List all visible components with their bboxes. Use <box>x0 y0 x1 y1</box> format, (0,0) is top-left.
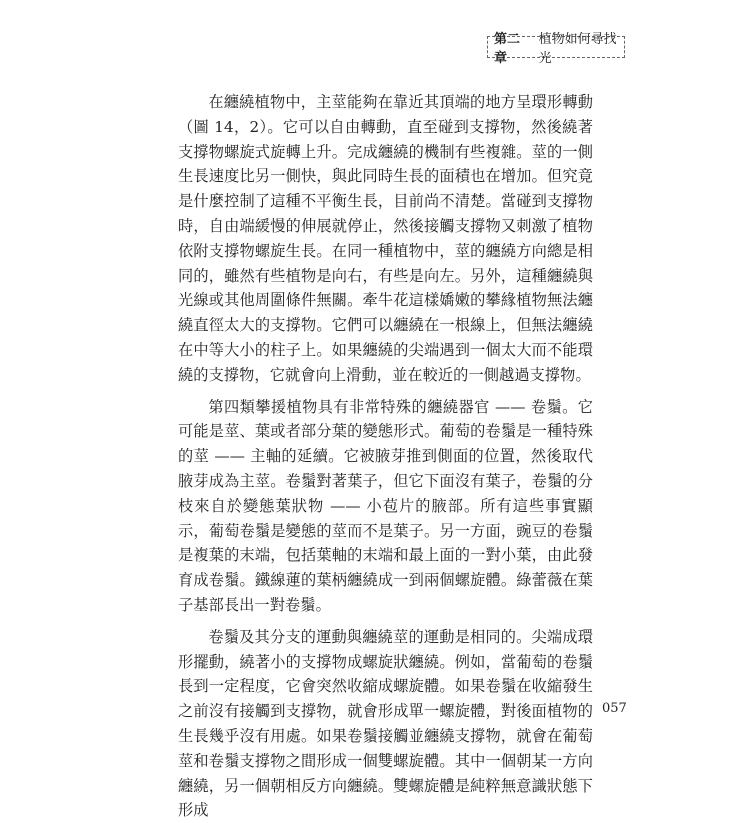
running-header <box>487 32 625 66</box>
body-text <box>178 90 593 823</box>
paragraph: 卷鬚及其分支的運動與纏繞莖的運動是相同的。尖端成環形擺動，繞著小的支撐物成螺旋狀纏繞。例如，當葡萄的卷鬚長到一定程度，它會突然收縮成螺旋體。如果卷鬚在收縮發生之前沒有接觸到支撐物，就會形成單一螺旋體，對後面植物的生長幾乎沒有用處。如果卷鬚接觸並纏繞支撐物，就會在葡萄莖和卷鬚支撐物之間形成一個雙螺旋體。其中一個朝某一方向纏繞，另一個朝相反方向纏繞。雙螺旋體是純粹無意識狀態下形成 <box>178 627 593 820</box>
paragraph: 第四類攀援植物具有非常特殊的纏繞器官 —— 卷鬚。它可能是莖、葉或者部分葉的變態形式。葡萄的卷鬚是一種特殊的莖 —— 主軸的延續。它被腋芽推到側面的位置，然後取代腋芽成為主莖。卷鬚對著葉子，但它下面沒有葉子，卷鬚的分枝來自於變態葉狀物 —— 小苞片的腋部。所有這些事實顯示，葡萄卷鬚是變態的莖而不是葉子。另一方面，豌豆的卷鬚是複葉的末端，包括葉軸的末端和最上面的一對小葉，由此發育成卷鬚。鐵線蓮的葉柄纏繞成一到兩個螺旋體。綠蕾薇在葉子基部長出一對卷鬚。 <box>178 397 593 614</box>
chapter-title: 植物如何尋找光 <box>538 32 617 66</box>
paragraph: 在纏繞植物中，主莖能夠在靠近其頂端的地方呈環形轉動（圖 14，2）。它可以自由轉動，直至碰到支撐物，然後繞著支撐物螺旋式旋轉上升。完成纏繞的機制有些複雜。莖的一側生長速度比另一側快，與此同時生長的面積也在增加。但究竟是什麼控制了這種不平衡生長，目前尚不清楚。當碰到支撐物時，自由端緩慢的伸展就停止，然後接觸支撐物又刺激了植物依附支撐物螺旋生長。在同一種植物中，莖的纏繞方向總是相同的，雖然有些植物是向右，有些是向左。另外，這種纏繞與光線或其他周圍條件無關。牽牛花這樣嬌嫩的攀緣植物無法纏繞直徑太大的支撐物。它們可以纏繞在一根線上，但無法纏繞在中等大小的柱子上。如果纏繞的尖端遇到一個太大而不能環繞的支撐物，它就會向上滑動，並在較近的一側越過支撐物。 <box>178 93 593 384</box>
page-number: 057 <box>602 701 627 716</box>
chapter-label: 第二章 <box>494 32 521 66</box>
